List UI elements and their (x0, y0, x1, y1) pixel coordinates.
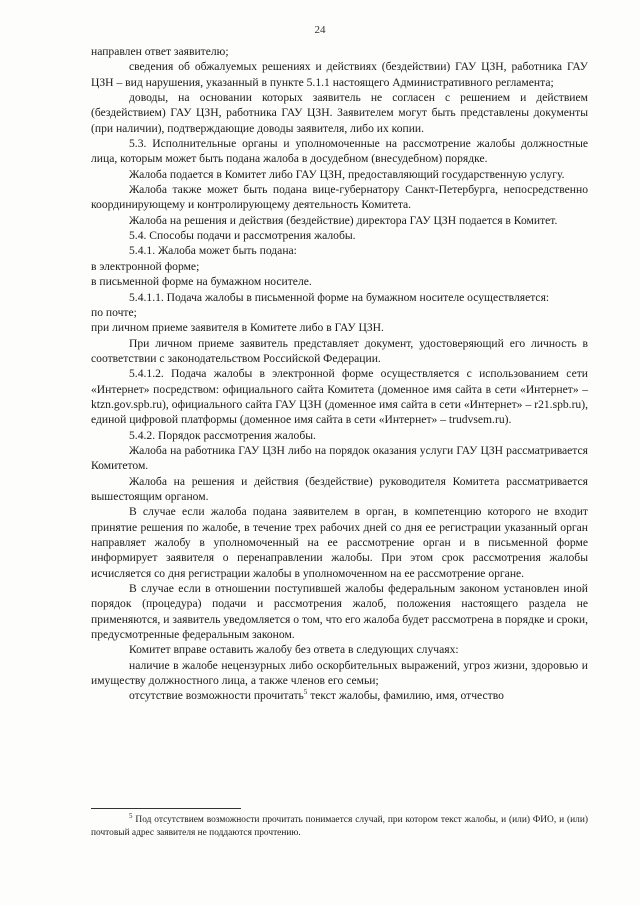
paragraph-text: текст жалобы, фамилию, имя, отчество (307, 689, 504, 703)
paragraph: Жалоба на решения и действия (бездействие) руководителя Комитета рассматривается вышестоящим органом. (91, 474, 588, 503)
paragraph: наличие в жалобе нецензурных либо оскорбительных выражений, угроз жизни, здоровью и имуществу должностного лица, а также членов его семьи; (91, 658, 588, 688)
paragraph: Жалоба подается в Комитет либо ГАУ ЦЗН, предоставляющий государственную услугу. (129, 167, 565, 181)
paragraph-text: отсутствие возможности прочитать (129, 689, 304, 703)
paragraph: направлен ответ заявителю; (91, 45, 229, 58)
paragraph: 5.3. Исполнительные органы и уполномоченные на рассмотрение жалобы должностные лица, которым может быть подана жалоба в досудебном (внесудебном) порядке. (91, 137, 588, 166)
paragraph: Жалоба на работника ГАУ ЦЗН либо на порядок оказания услуги ГАУ ЦЗН рассматривается Комитетом. (91, 443, 588, 473)
footnote (91, 811, 588, 839)
paragraph: Комитет вправе оставить жалобу без ответа в следующих случаях: (129, 643, 459, 657)
paragraph: Жалоба также может быть подана вице-губернатору Санкт-Петербурга, непосредственно координирующему и контролирующему деятельность Комитета. (91, 183, 588, 212)
footnote-divider (91, 808, 241, 809)
paragraph: доводы, на основании которых заявитель не согласен с решением и действием (бездействием) ГАУ ЦЗН, работника ГАУ ЦЗН. Заявителем могут быть представлены документы (при наличии), подтверждающие доводы заявителя, либо их копии. (91, 91, 588, 135)
section-heading: 5.4.2. Порядок рассмотрения жалобы. (129, 428, 316, 442)
paragraph: сведения об обжалуемых решениях и действиях (бездействии) ГАУ ЦЗН, работника ГАУ ЦЗН – вид нарушения, указанный в пункте 5.1.1 настоящего Административного регламента; (91, 60, 588, 89)
footnote-reference[interactable]: 5 (303, 688, 308, 697)
list-item: при личном приеме заявителя в Комитете либо в ГАУ ЦЗН. (91, 321, 384, 335)
page-number: 24 (314, 24, 326, 36)
list-item: в письменной форме на бумажном носителе. (91, 275, 312, 289)
paragraph (91, 688, 588, 703)
paragraph: 5.4.1.2. Подача жалобы в электронной форме осуществляется с использованием сети «Интернет» посредством: официального сайта Комитета (доменное имя сайта в сети «Интернет» – ktzn.gov.spb.ru), официального сайта ГАУ ЦЗН (доменное имя сайта в сети «Интернет» – r21.spb.ru), единой цифровой платформы (доменное имя сайта в сети «Интернет» – trudvsem.ru). (91, 367, 588, 427)
paragraph: 5.4.1.1. Подача жалобы в письменной форме на бумажном носителе осуществляется: (129, 290, 550, 304)
list-item: по почте; (91, 305, 137, 319)
footnote-mark: 5 (129, 811, 133, 820)
paragraph: В случае если в отношении поступившей жалобы федеральным законом установлен иной порядок (процедура) подачи и рассмотрения жалоб, положения настоящего раздела не применяются, и заявитель уведомляется о том, что его жалоба будет рассмотрена в порядке и сроки, предусмотренные федеральным законом. (91, 582, 588, 642)
document-body (91, 44, 588, 704)
footnote-text: Под отсутствием возможности прочитать понимается случай, при котором текст жалобы, и (или) ФИО, и (или) почтовый адрес заявителя не поддаются прочтению. (91, 815, 588, 838)
paragraph: Жалоба на решения и действия (бездействие) директора ГАУ ЦЗН подается в Комитет. (129, 213, 558, 227)
paragraph: 5.4.1. Жалоба может быть подана: (129, 244, 297, 258)
section-heading: 5.4. Способы подачи и рассмотрения жалобы. (129, 229, 356, 243)
paragraph: В случае если жалоба подана заявителем в орган, в компетенцию которого не входит принятие решения по жалобе, в течение трех рабочих дней со дня ее регистрации указанный орган направляет жалобу в уполномоченный на ее рассмотрение орган и в письменной форме информирует заявителя о перенаправлении жалобы. При этом срок рассмотрения жалобы исчисляется со дня регистрации жалобы в уполномоченном на ее рассмотрение органе. (91, 505, 588, 580)
list-item: в электронной форме; (91, 259, 200, 273)
paragraph: При личном приеме заявитель представляет документ, удостоверяющий его личность в соответствии с законодательством Российской Федерации. (91, 336, 588, 365)
